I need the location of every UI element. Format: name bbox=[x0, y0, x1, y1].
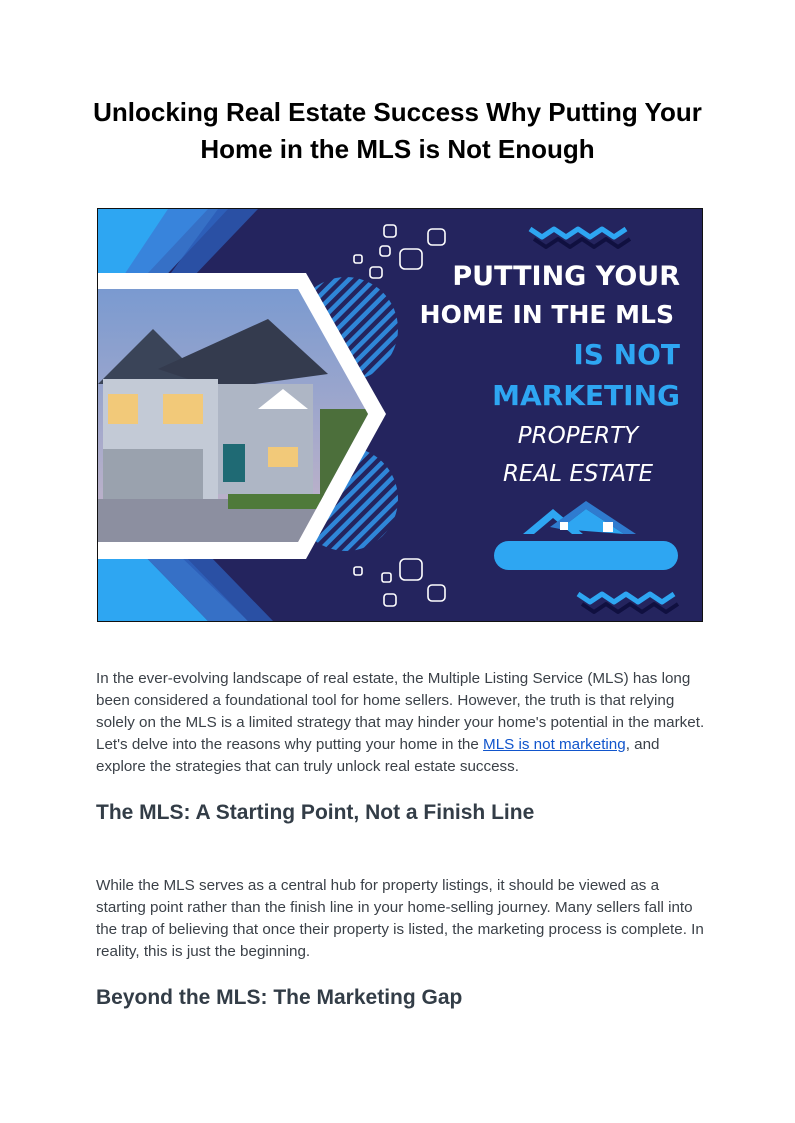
hero-line-6: REAL ESTATE bbox=[502, 461, 654, 487]
intro-text: In the ever-evolving landscape of real estate, the Multiple Listing Service (MLS) has long been considered a foundational tool for home sellers. However, the truth is that relying solely on the MLS is a limited strategy that may hinder your home's potential in the market. Let's delve into the reasons why putting your home in the bbox=[96, 670, 705, 753]
hero-line-5: PROPERTY bbox=[517, 423, 639, 449]
hero-pill-bar bbox=[494, 541, 678, 570]
mls-is-not-marketing-link[interactable]: MLS is not marketing bbox=[483, 736, 626, 753]
hero-line-1: PUTTING YOUR bbox=[452, 261, 680, 292]
intro-text-end: , and explore the strategies that can truly unlock real estate success. bbox=[96, 736, 660, 775]
hero-line-2: HOME IN THE MLS bbox=[419, 300, 674, 329]
hero-banner-image bbox=[97, 208, 703, 622]
page-title: Unlocking Real Estate Success Why Putting Your Home in the MLS is Not Enough bbox=[93, 97, 702, 164]
section-heading-marketing-gap: Beyond the MLS: The Marketing Gap bbox=[96, 986, 463, 1009]
hero-line-3: IS NOT bbox=[573, 338, 680, 371]
hero-line-4: MARKETING bbox=[492, 379, 680, 412]
section-heading-mls-starting-point: The MLS: A Starting Point, Not a Finish Line bbox=[96, 801, 535, 824]
section1-paragraph: While the MLS serves as a central hub for property listings, it should be viewed as a starting point rather than the finish line in your home-selling journey. Many sellers fall into the trap of believing that once their property is listed, the marketing process is complete. In reality, this is just the beginning. bbox=[96, 877, 704, 960]
intro-paragraph bbox=[96, 668, 706, 778]
